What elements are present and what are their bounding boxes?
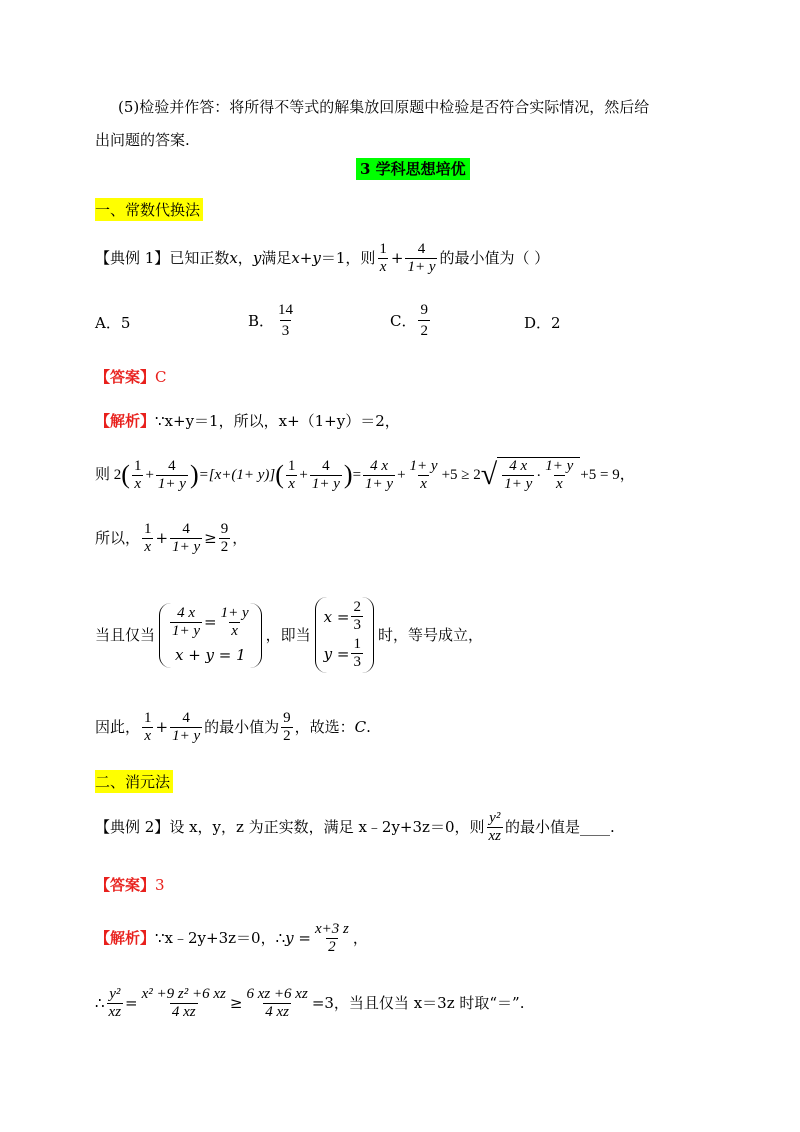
num: 6 xz +6 xz (246, 985, 308, 1002)
sqrt (481, 457, 581, 493)
den: 1+ y (172, 622, 201, 639)
step5-line2: 出问题的答案. (95, 131, 190, 149)
num: 4 (182, 520, 190, 537)
answer2 (95, 874, 165, 896)
num: 2 (353, 599, 361, 615)
num: 1 (133, 457, 142, 474)
num: 1 (287, 457, 296, 474)
den: x (134, 475, 142, 492)
example2-text: 设 x，y，z 为正实数，满足 x﹣2y+3z＝0，则 (169, 818, 485, 836)
frac-1py-x (219, 605, 251, 640)
option-b-label: B． (248, 312, 275, 330)
var-x: x (229, 249, 238, 267)
plus: + (145, 467, 154, 483)
option-d: D．2 (524, 314, 561, 332)
eq-tail2: +5 = 9， (580, 467, 635, 483)
analysis1-line1 (95, 410, 400, 432)
den: xz (108, 1003, 122, 1020)
suoyi: 所以， (95, 529, 141, 547)
num: 4 x (509, 458, 528, 474)
answer1 (95, 366, 167, 388)
frac-4x-1py (502, 458, 534, 493)
option-c-fraction (418, 300, 430, 341)
heading-constant-substitution: 一、常数代换法 (95, 198, 203, 221)
den: x (379, 258, 387, 275)
system-row1 (168, 605, 253, 640)
num: 1 (144, 520, 152, 537)
therefore: 因此， (95, 718, 141, 736)
final-tail: =3，当且仅当 x＝3z 时取“＝”. (311, 994, 525, 1012)
den: 1+ y (504, 476, 533, 492)
example2-text: 的最小值是 (505, 818, 581, 836)
frac-9-2 (219, 521, 231, 556)
x-value-row (324, 599, 365, 634)
num: 1+ y (545, 458, 574, 474)
option-b-fraction (276, 300, 295, 341)
frac-4-1py (170, 710, 202, 745)
system-row2: x + y = 1 (174, 645, 246, 664)
num: 4 (417, 240, 426, 257)
frac-1py-x (408, 458, 440, 493)
eq-prefix: 则 2 (95, 467, 122, 483)
dot: · (536, 467, 542, 484)
num: 4 x (177, 604, 195, 621)
equals: = (125, 994, 138, 1012)
den: 3 (353, 654, 361, 670)
option-c-label: C． (390, 312, 417, 330)
den: x (231, 622, 238, 639)
sqrt-icon: √ (480, 458, 498, 491)
frac-4x-1py (170, 605, 202, 640)
comma: ， (237, 249, 253, 267)
num: 4 (168, 457, 176, 474)
choice: C (354, 718, 367, 736)
period: . (610, 818, 615, 836)
den: x (144, 727, 152, 744)
answer-label: 【答案】 (95, 368, 156, 386)
num: 4 x (370, 457, 388, 474)
frac-1-x (132, 458, 144, 493)
num: 1 (379, 240, 387, 257)
when-mid: ，即当 (265, 626, 311, 644)
x-eq: x = (323, 607, 350, 626)
num: 9 (220, 520, 229, 537)
system-2 (315, 597, 374, 673)
y-expr: y = (285, 929, 311, 947)
frac-4-1py (170, 521, 202, 556)
example1-text: 的最小值为（ ） (439, 249, 550, 267)
section-title (356, 158, 470, 179)
den: 1+ y (172, 538, 201, 555)
den: 1+ y (365, 475, 394, 492)
frac-1-x (286, 458, 298, 493)
analysis2-line2 (95, 980, 524, 1026)
num: 4 (322, 457, 330, 474)
num: x+3 z (314, 920, 349, 937)
paren-close: ) (343, 460, 353, 489)
den: 1+ y (407, 258, 436, 275)
frac-2-3 (351, 599, 363, 634)
therefore-symbol: ∴ (95, 994, 105, 1012)
frac-4-1py (310, 458, 342, 493)
den: x (288, 475, 295, 492)
example2-tag: 【典例 2】 (95, 818, 170, 836)
example1-line (95, 240, 549, 276)
analysis-text: ∵x﹣2y+3z＝0，∴ (155, 929, 286, 947)
eq-tail1: +5 ≥ 2 (441, 467, 481, 483)
frac-amgm (244, 986, 309, 1021)
frac-1-3 (351, 636, 363, 671)
frac-y2-xz (107, 986, 124, 1021)
condition: x+y (291, 249, 321, 267)
answer-blank: ____ (580, 818, 611, 836)
when-tail: 时，等号成立， (377, 626, 483, 644)
example1-text: 满足 (261, 249, 292, 267)
step5-line1: (5)检验并作答：将所得不等式的解集放回原题中检验是否符合实际情况，然后给 (118, 98, 650, 116)
plus: + (397, 467, 406, 483)
geq: ≥ (229, 994, 243, 1012)
conclusion-line (95, 706, 371, 748)
num: 4 (182, 709, 190, 726)
answer-label: 【答案】 (95, 876, 156, 894)
example1-text: 已知正数 (169, 249, 230, 267)
fraction-4-over-1py (405, 241, 437, 276)
option-c (390, 300, 432, 341)
heading-elimination: 二、消元法 (95, 770, 173, 793)
frac-4x-1py (363, 458, 395, 493)
den: x (420, 475, 427, 492)
frac-expanded (140, 986, 228, 1021)
den: 3 (353, 617, 361, 633)
num: 1+ y (409, 457, 438, 474)
var-y: y (252, 249, 262, 267)
den: 4 xz (265, 1003, 289, 1020)
num: y² (489, 809, 501, 826)
comma: ， (352, 929, 368, 947)
num: 14 (278, 302, 294, 318)
frac-4-1py (156, 458, 188, 493)
den: x (144, 538, 152, 555)
plus: + (390, 249, 404, 267)
sqrt-radicand (497, 457, 580, 493)
y-eq: y = (323, 644, 350, 663)
min-is: 的最小值为 (204, 718, 280, 736)
analysis-text: ∵x+y＝1，所以，x+（1+y）＝2， (155, 412, 400, 430)
paren-close: ) (189, 460, 199, 489)
frac-1-x (142, 521, 154, 556)
paren-open: ( (275, 460, 284, 489)
frac-1py-x (543, 458, 575, 493)
therefore-line (95, 518, 247, 558)
frac-y2-xz (487, 810, 504, 845)
choose: ，故选： (294, 718, 355, 736)
equals: = (204, 613, 217, 631)
den: 3 (280, 320, 292, 341)
num: 9 (420, 302, 428, 318)
example1-text: ＝1，则 (320, 249, 376, 267)
num: 9 (283, 709, 291, 726)
analysis-label: 【解析】 (95, 929, 156, 947)
comma: ， (232, 529, 248, 547)
analysis2-line1 (95, 918, 368, 958)
den: 2 (283, 727, 291, 744)
period: . (366, 718, 371, 736)
num: 1 (353, 636, 361, 652)
num: 1 (144, 709, 152, 726)
answer-value: 3 (155, 876, 165, 894)
option-b (248, 300, 297, 341)
geq: ≥ (204, 529, 217, 547)
frac-x3z-2 (313, 921, 351, 956)
num: x² +9 z² +6 xz (141, 985, 226, 1002)
num: y² (109, 985, 121, 1002)
system-1 (159, 603, 262, 668)
example2-line (95, 806, 615, 848)
den: 4 xz (171, 1003, 196, 1020)
equation-line (95, 452, 635, 498)
den: x (555, 476, 563, 492)
plus: + (299, 467, 308, 483)
y-value-row (324, 636, 365, 671)
eq-mid: =[x+(1+ y)] (198, 467, 276, 483)
paren-open: ( (121, 460, 130, 489)
num: 1+ y (220, 604, 249, 621)
den: 1+ y (311, 475, 340, 492)
frac-9-2 (281, 710, 293, 745)
analysis-label: 【解析】 (95, 412, 156, 430)
den: 2 (328, 938, 336, 955)
den: 2 (418, 320, 430, 341)
option-a: A．5 (95, 314, 131, 332)
equality-condition-line (95, 594, 483, 676)
den: 2 (220, 538, 229, 555)
answer-value: C (155, 368, 167, 386)
section-title-text: 3 学科思想培优 (356, 158, 470, 180)
den: 1+ y (157, 475, 186, 492)
fraction-1-over-x (377, 241, 389, 276)
example1-tag: 【典例 1】 (95, 249, 170, 267)
den: 1+ y (172, 727, 201, 744)
frac-1-x (142, 710, 154, 745)
when-prefix: 当且仅当 (95, 626, 156, 644)
equals: = (352, 467, 362, 483)
den: xz (488, 827, 501, 844)
plus: + (155, 718, 169, 736)
plus: + (155, 529, 169, 547)
